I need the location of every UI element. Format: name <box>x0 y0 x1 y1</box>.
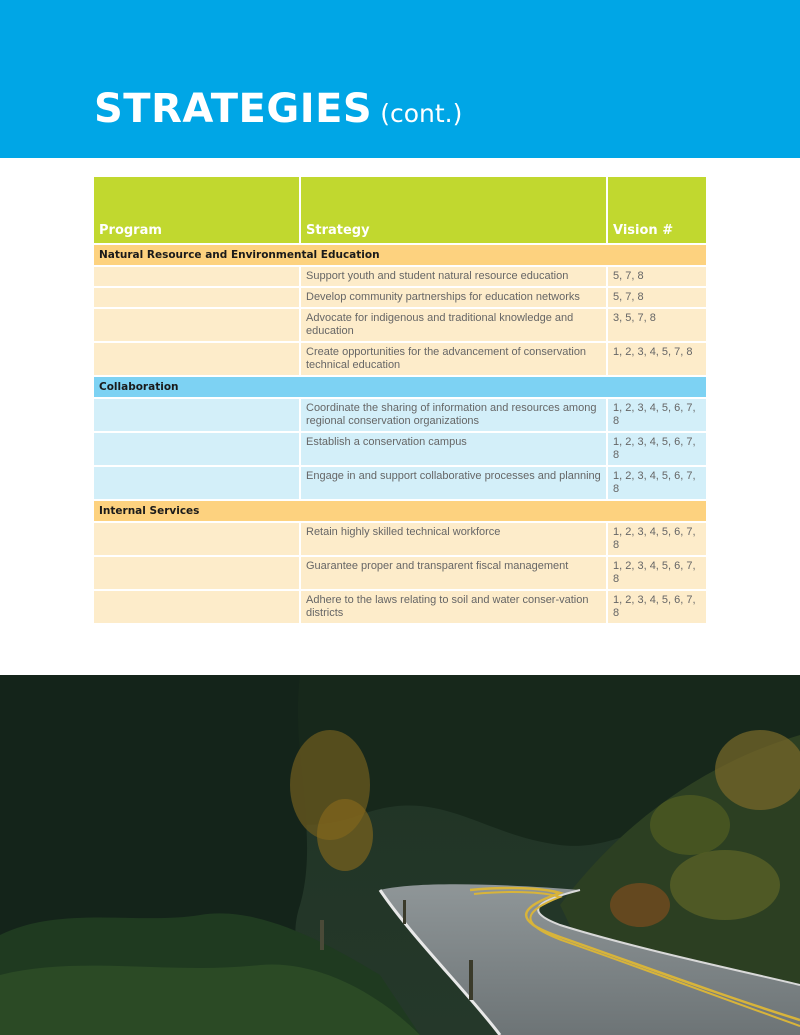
column-header-vision: Vision # <box>607 177 706 244</box>
strategy-cell: Establish a conservation campus <box>300 432 607 466</box>
strategy-cell: Develop community partnerships for education networks <box>300 287 607 308</box>
vision-cell: 5, 7, 8 <box>607 287 706 308</box>
strategy-cell: Coordinate the sharing of information and resources among regional conservation organizations <box>300 398 607 432</box>
section-row-collaboration <box>94 376 706 398</box>
strategy-cell: Guarantee proper and transparent fiscal management <box>300 556 607 590</box>
page-title <box>94 86 462 132</box>
strategy-cell: Adhere to the laws relating to soil and water conser-vation districts <box>300 590 607 623</box>
table-row <box>94 466 706 500</box>
vision-cell: 1, 2, 3, 4, 5, 6, 7, 8 <box>607 556 706 590</box>
vision-cell: 1, 2, 3, 4, 5, 6, 7, 8 <box>607 432 706 466</box>
forest-road-photo <box>0 675 800 1035</box>
strategy-cell: Retain highly skilled technical workforce <box>300 522 607 556</box>
table-header-row <box>94 177 706 244</box>
program-cell <box>94 522 300 556</box>
vision-cell: 1, 2, 3, 4, 5, 6, 7, 8 <box>607 522 706 556</box>
table-row <box>94 590 706 623</box>
table-row <box>94 266 706 287</box>
strategy-cell: Create opportunities for the advancement of conservation technical education <box>300 342 607 376</box>
program-cell <box>94 556 300 590</box>
section-label: Collaboration <box>94 376 706 398</box>
table-row <box>94 522 706 556</box>
vision-cell: 1, 2, 3, 4, 5, 6, 7, 8 <box>607 398 706 432</box>
strategies-table-container <box>94 177 706 623</box>
program-cell <box>94 432 300 466</box>
program-cell <box>94 342 300 376</box>
table-row <box>94 432 706 466</box>
program-cell <box>94 287 300 308</box>
section-label: Internal Services <box>94 500 706 522</box>
section-row-internal-services <box>94 500 706 522</box>
section-row-education <box>94 244 706 266</box>
table-row <box>94 342 706 376</box>
table-row <box>94 398 706 432</box>
vision-cell: 1, 2, 3, 4, 5, 6, 7, 8 <box>607 466 706 500</box>
strategies-table <box>94 177 706 623</box>
table-row <box>94 287 706 308</box>
program-cell <box>94 308 300 342</box>
vision-cell: 3, 5, 7, 8 <box>607 308 706 342</box>
title-banner <box>0 0 800 158</box>
column-header-strategy: Strategy <box>300 177 607 244</box>
table-row <box>94 308 706 342</box>
program-cell <box>94 466 300 500</box>
strategy-cell: Advocate for indigenous and traditional knowledge and education <box>300 308 607 342</box>
vision-cell: 5, 7, 8 <box>607 266 706 287</box>
forest-road-illustration <box>0 675 800 1035</box>
strategy-cell: Engage in and support collaborative processes and planning <box>300 466 607 500</box>
program-cell <box>94 590 300 623</box>
table-row <box>94 556 706 590</box>
program-cell <box>94 398 300 432</box>
page-title-main: STRATEGIES <box>94 86 373 132</box>
section-label: Natural Resource and Environmental Education <box>94 244 706 266</box>
program-cell <box>94 266 300 287</box>
page-title-subtitle: (cont.) <box>380 99 463 128</box>
strategy-cell: Support youth and student natural resource education <box>300 266 607 287</box>
column-header-program: Program <box>94 177 300 244</box>
vision-cell: 1, 2, 3, 4, 5, 7, 8 <box>607 342 706 376</box>
vision-cell: 1, 2, 3, 4, 5, 6, 7, 8 <box>607 590 706 623</box>
